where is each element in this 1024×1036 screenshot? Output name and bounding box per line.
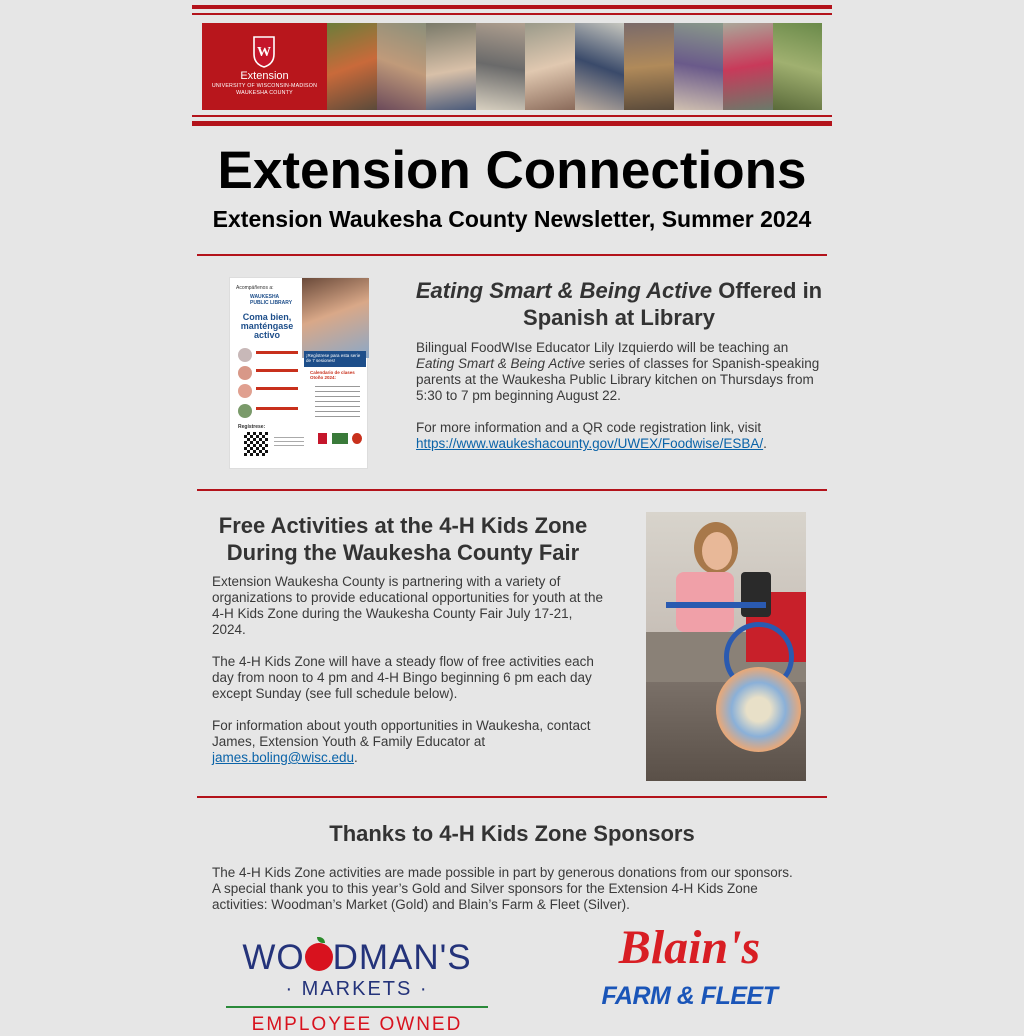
article2-title: Free Activities at the 4-H Kids Zone During the Waukesha County Fair <box>218 513 588 565</box>
esba-flyer-image: Acompáñenos a: WAUKESHA PUBLIC LIBRARY Coma bien, manténgase activo ¡Regístrese para esta serie de 7 sesiones! Calendario de clases Otoño 2024: Regístrese: <box>229 277 368 469</box>
newsletter-page <box>192 0 832 1035</box>
article2-paragraph: The 4-H Kids Zone will have a steady flow of free activities each day from noon to 4 pm and 4-H Bingo beginning 6 pm each day except Sunday (see full schedule below). <box>212 654 594 701</box>
article3-title: Thanks to 4-H Kids Zone Sponsors <box>329 821 695 846</box>
foodwise-esba-link[interactable]: https://www.waukeshacounty.gov/UWEX/Foodwise/ESBA/ <box>416 436 764 451</box>
article1-body <box>416 340 820 468</box>
logo-extension-text: Extension <box>240 70 289 82</box>
article2-contact-paragraph: For information about youth opportunities in Waukesha, contact James, Extension Youth & Family Educator at james.boling@wisc.edu. <box>212 718 591 765</box>
kids-zone-photo <box>646 512 806 781</box>
section-divider <box>197 796 827 798</box>
apple-icon <box>305 943 333 971</box>
newsletter-title: Extension Connections <box>217 141 807 200</box>
article3-paragraph: The 4-H Kids Zone activities are made possible in part by generous donations from our sponsors. A special thank you to this year’s Gold and Silver sponsors for the Extension 4-H Kids Zone activities: Woodman’s Market (Gold) and Blain’s Farm & Fleet (Silver). <box>212 865 793 912</box>
article1-paragraph: Bilingual FoodWIse Educator Lily Izquierdo will be teaching an Eating Smart & Being Active series of classes for Spanish-speaking parents at the Waukesha Public Library kitchen on Thursdays from 5:30 to 7 pm beginning August 22. <box>416 340 820 403</box>
banner-rule <box>192 121 832 126</box>
article1-link-paragraph: For more information and a QR code registration link, visit https://www.waukeshacounty.gov/UWEX/Foodwise/ESBA/. <box>416 420 767 451</box>
woodmans-logo: WO DMAN'S · MARKETS · EMPLOYEE OWNED <box>226 938 488 1024</box>
header-banner <box>202 23 822 110</box>
logo-university-text: UNIVERSITY OF WISCONSIN-MADISON WAUKESHA COUNTY <box>211 83 318 96</box>
section-divider <box>197 254 827 256</box>
extension-logo <box>202 23 327 110</box>
section-divider <box>197 489 827 491</box>
crest-letter: W <box>257 45 271 60</box>
top-rule-thin <box>192 13 832 15</box>
article2-body <box>212 574 608 782</box>
banner-rule-thin <box>192 115 832 117</box>
blains-farm-fleet-logo: Blain's FARM & FLEET <box>601 921 778 1010</box>
article2-paragraph: Extension Waukesha County is partnering with a variety of organizations to provide educational opportunities for youth at the 4-H Kids Zone during the Waukesha County Fair July 17-21, 2024. <box>212 574 604 637</box>
uw-crest-icon <box>252 34 276 68</box>
newsletter-subtitle: Extension Waukesha County Newsletter, Summer 2024 <box>212 206 812 232</box>
email-link[interactable]: james.boling@wisc.edu <box>212 750 355 765</box>
top-rule <box>192 5 832 9</box>
article1-title: Eating Smart & Being Active Offered in Spanish at Library <box>415 278 823 330</box>
photo-collage <box>327 23 822 110</box>
